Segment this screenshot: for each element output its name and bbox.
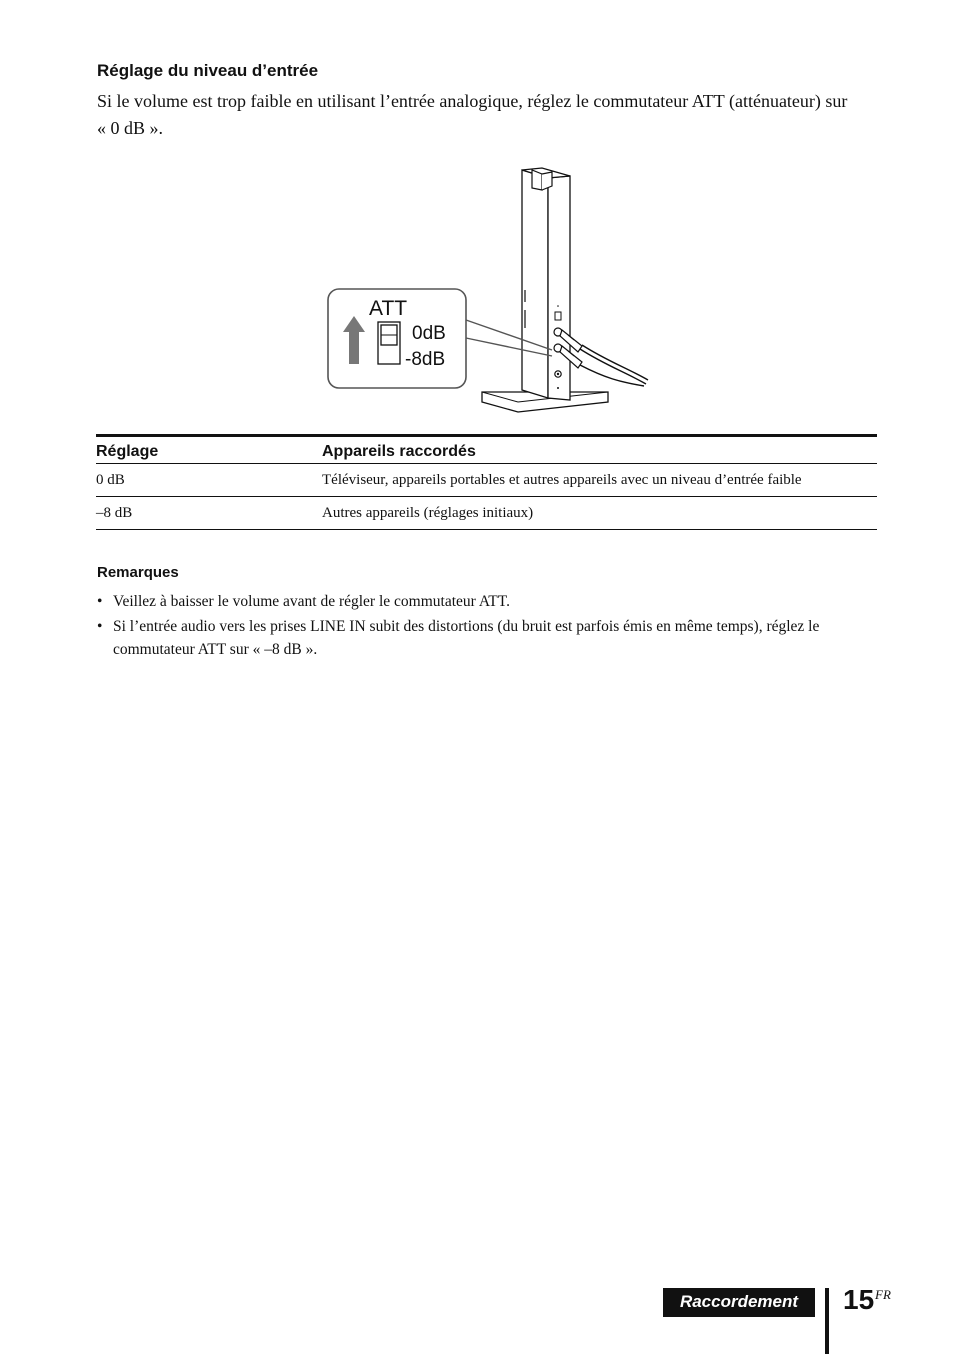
settings-table	[96, 434, 877, 530]
section-title: Réglage du niveau d’entrée	[97, 61, 319, 80]
note-text: Veillez à baisser le volume avant de régler le commutateur ATT.	[113, 593, 510, 610]
table-cell-setting: 0 dB	[96, 464, 322, 497]
intro-paragraph: Si le volume est trop faible en utilisant l’entrée analogique, réglez le commutateur ATT (atténuateur) sur « 0 dB ».	[97, 91, 848, 138]
switch-position-8db: -8dB	[405, 349, 446, 370]
table-cell-devices: Autres appareils (réglages initiaux)	[322, 497, 877, 530]
table-header-row	[96, 436, 877, 464]
page-number: 15	[843, 1284, 875, 1315]
list-item	[97, 615, 877, 661]
list-item	[97, 590, 877, 613]
page-language: FR	[875, 1287, 891, 1302]
bullet-icon: •	[97, 618, 103, 635]
table-row	[96, 464, 877, 497]
column-header-devices: Appareils raccordés	[322, 436, 877, 464]
notes-title: Remarques	[97, 564, 179, 581]
switch-position-0db: 0dB	[412, 323, 446, 344]
table-cell-setting: –8 dB	[96, 497, 322, 530]
table-cell-devices: Téléviseur, appareils portables et autres appareils avec un niveau d’entrée faible	[322, 464, 877, 497]
section-tab: Raccordement	[663, 1288, 815, 1317]
table-row	[96, 497, 877, 530]
bullet-icon: •	[97, 593, 103, 610]
note-text: Si l’entrée audio vers les prises LINE IN subit des distortions (du bruit est parfois émis en même temps), réglez le commutateur ATT sur « –8 dB ».	[113, 618, 820, 658]
att-label: ATT	[369, 297, 408, 320]
notes-list	[97, 590, 877, 663]
column-header-setting: Réglage	[96, 436, 322, 464]
att-switch-illustration	[320, 160, 660, 420]
page-divider	[825, 1288, 829, 1354]
